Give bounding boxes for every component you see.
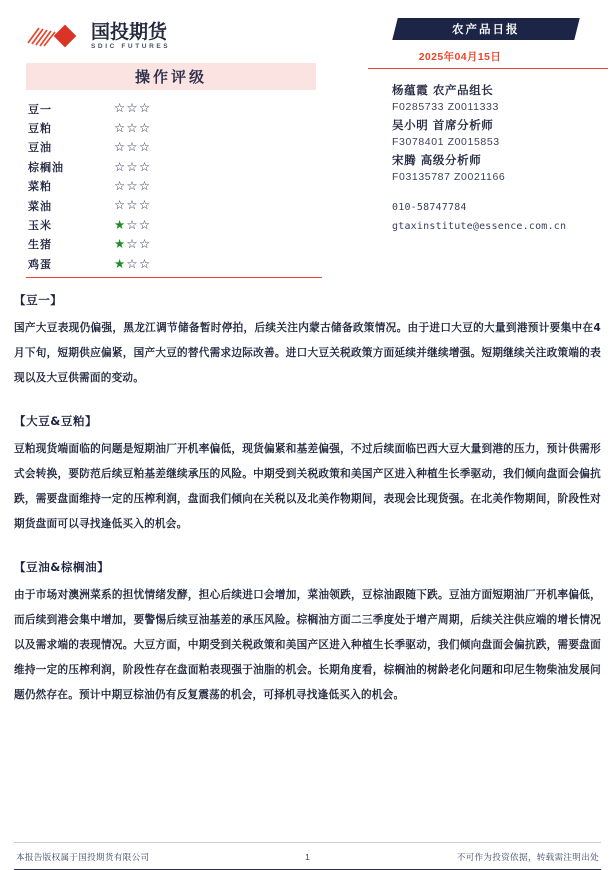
rating-commodity-name: 菜油: [28, 199, 52, 213]
report-title-banner: [395, 18, 577, 40]
star-empty-icon: ☆: [126, 100, 139, 116]
star-empty-icon: ☆: [138, 139, 152, 155]
analyst-license-code: F3078401 Z0015853: [392, 136, 500, 148]
star-empty-icon: ☆: [126, 197, 139, 213]
star-empty-icon: ☆: [126, 216, 139, 232]
analyst-list: [392, 82, 615, 186]
section-heading: 【豆油&棕榈油】: [14, 560, 110, 574]
rating-stars: [114, 196, 300, 215]
section-soybean-no1: [0, 292, 615, 391]
analyst-entry: [392, 82, 615, 116]
rating-table: [0, 99, 300, 274]
page-footer: [0, 842, 615, 870]
star-empty-icon: ☆: [114, 100, 127, 116]
rating-panel-divider: [26, 277, 322, 278]
footer-copyright: 本报告版权属于国投期货有限公司: [16, 853, 150, 863]
report-body: [0, 292, 615, 708]
analyst-name: 吴小明 首席分析师: [392, 118, 494, 132]
section-heading: 【大豆&豆粕】: [14, 414, 98, 428]
rating-stars: [114, 99, 300, 118]
section-paragraph: 国产大豆表现仍偏强，黑龙江调节储备暂时停拍，后续关注内蒙古储备政策情况。由于进口大豆的大量到港预计要集中在4月下旬，短期供应偏紧，国产大豆的替代需求边际改善。进口大豆关税政策方面延续并继续增强。短期继续关注政策端的表现以及大豆供需面的变动。: [14, 322, 601, 384]
star-filled-icon: ★: [114, 236, 127, 252]
rating-row: [0, 196, 300, 215]
rating-row: [0, 99, 300, 118]
star-empty-icon: ☆: [138, 197, 152, 213]
star-empty-icon: ☆: [138, 216, 152, 232]
page-header: [0, 0, 615, 285]
sdic-logo-icon: [26, 24, 86, 50]
analyst-license-code: F03135787 Z0021166: [392, 171, 506, 183]
star-filled-icon: ★: [114, 255, 127, 271]
section-soybean-palm-oil: [0, 559, 615, 708]
footer-page-number: 1: [305, 852, 310, 862]
report-title: 农产品日报: [452, 22, 520, 36]
section-paragraph: 豆粕现货端面临的问题是短期油厂开机率偏低，现货偏紧和基差偏强，不过后续面临巴西大豆大量到港的压力，预计供需形式会转换，要防范后续豆粕基差继续承压的风险。中期受到关税政策和美国产区进入种植生长季驱动，我们倾向盘面会偏抗跌，需要盘面维持一定的压榨利润，盘面我们倾向在关税以及北美作物期间，表现会比现货强。在北美作物期间，阶段性对期货盘面可以寻找逢低买入的机会。: [14, 443, 601, 530]
brand-name-cn: 国投期货: [91, 20, 168, 43]
footer-disclaimer: 不可作为投资依据，转载需注明出处: [456, 853, 599, 863]
star-empty-icon: ☆: [138, 119, 152, 135]
star-empty-icon: ☆: [138, 100, 152, 116]
rating-stars: [114, 157, 300, 176]
rating-row: [0, 157, 300, 176]
report-meta: [340, 0, 615, 236]
star-empty-icon: ☆: [114, 197, 127, 213]
rating-panel-title: 操作评级: [26, 63, 316, 90]
star-empty-icon: ☆: [126, 236, 139, 252]
section-heading: 【豆一】: [14, 293, 63, 307]
contact-email[interactable]: gtaxinstitute@essence.com.cn: [392, 221, 567, 232]
rating-panel: [0, 0, 340, 274]
rating-commodity-name: 鸡蛋: [28, 257, 52, 271]
rating-row: [0, 138, 300, 157]
rating-stars: [114, 215, 300, 234]
analyst-entry: [392, 117, 615, 151]
rating-commodity-name: 菜粕: [28, 180, 52, 194]
report-date: 2025年04月15日: [418, 51, 502, 63]
rating-commodity-name: 豆油: [28, 141, 52, 155]
rating-stars: [114, 138, 300, 157]
analyst-license-code: F0285733 Z0011333: [392, 101, 499, 113]
analyst-entry: [392, 152, 615, 186]
star-empty-icon: ☆: [138, 236, 152, 252]
star-empty-icon: ☆: [138, 178, 152, 193]
rating-row: [0, 235, 300, 254]
star-filled-icon: ★: [114, 216, 127, 232]
brand-logo: [0, 0, 340, 50]
star-empty-icon: ☆: [114, 139, 127, 155]
rating-commodity-name: 棕榈油: [28, 160, 64, 174]
star-empty-icon: ☆: [114, 178, 127, 193]
rating-commodity-name: 豆粕: [28, 122, 52, 136]
star-empty-icon: ☆: [114, 119, 127, 135]
star-empty-icon: ☆: [126, 139, 139, 155]
brand-name-en: SDIC FUTURES: [91, 42, 171, 50]
rating-commodity-name: 豆一: [28, 102, 52, 116]
rating-row: [0, 118, 300, 137]
analyst-name: 杨蕴霞 农产品组长: [392, 83, 494, 97]
star-empty-icon: ☆: [126, 255, 139, 271]
rating-row: [0, 215, 300, 234]
contact-block: [392, 198, 615, 236]
rating-commodity-name: 生猪: [28, 238, 52, 252]
star-empty-icon: ☆: [126, 158, 139, 174]
section-paragraph: 由于市场对澳洲菜系的担忧情绪发酵，担心后续进口会增加，菜油领跌，豆棕油跟随下跌。豆油方面短期油厂开机率偏低，而后续到港会集中增加，要警惕后续豆油基差的承压风险。棕榈油方面二三季度处于增产周期，后续关注供应端的增长情况以及需求端的表现情况。大豆方面，中期受到关税政策和美国产区进入种植生长季驱动，我们倾向盘面会偏抗跌，需要盘面维持一定的压榨利润，阶段性存在盘面粕表现强于油脂的机会。长期角度看，棕榈油的树龄老化问题和印尼生物柴油发展问题仍然存在。预计中期豆棕油仍有反复震荡的机会，可择机寻找逢低买入的机会。: [14, 589, 601, 701]
rating-stars: [114, 235, 300, 254]
star-empty-icon: ☆: [114, 158, 127, 174]
star-empty-icon: ☆: [138, 158, 152, 174]
star-empty-icon: ☆: [138, 255, 152, 271]
star-empty-icon: ☆: [126, 119, 139, 135]
rating-row: [0, 254, 300, 273]
analyst-name: 宋腾 高级分析师: [392, 153, 482, 167]
rating-table-body: [0, 99, 300, 274]
rating-stars: [114, 177, 300, 196]
rating-row: [0, 177, 300, 196]
section-soybean-meal: [0, 413, 615, 537]
star-empty-icon: ☆: [126, 178, 139, 193]
rating-stars: [114, 254, 300, 273]
report-date-divider: [368, 68, 608, 69]
rating-stars: [114, 118, 300, 137]
contact-phone: 010-58747784: [392, 202, 467, 213]
rating-commodity-name: 玉米: [28, 219, 52, 233]
